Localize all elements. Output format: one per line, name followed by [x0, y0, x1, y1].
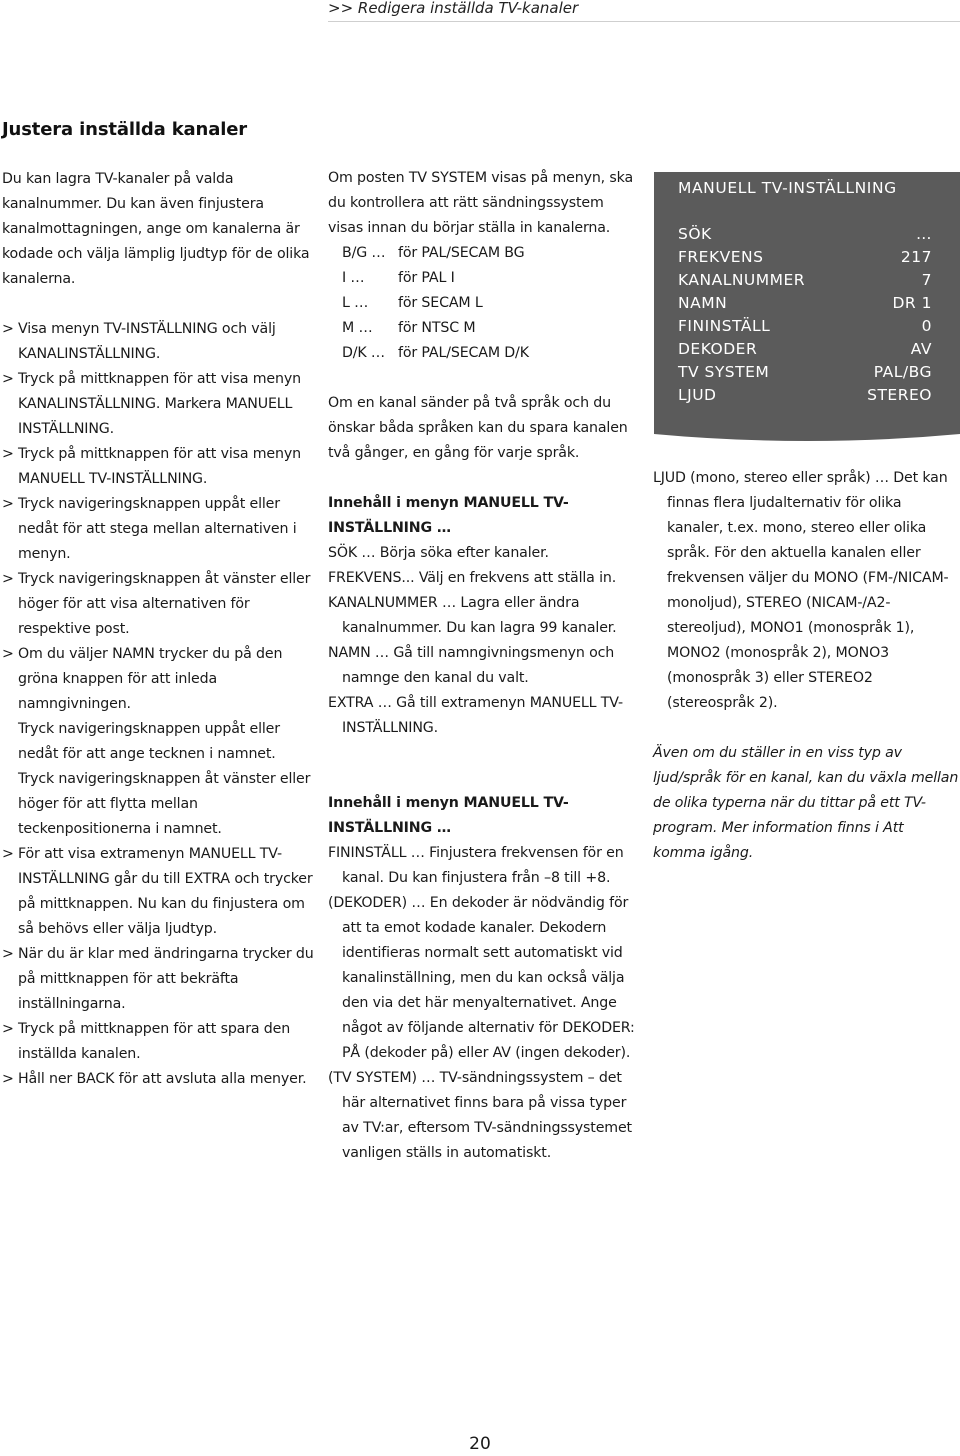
menu-title: MANUELL TV-INSTÄLLNING: [678, 179, 897, 197]
menu-item: SÖK …: [678, 225, 932, 243]
sound-paragraph: LJUD (mono, stereo eller språk) … Det kan finnas flera ljudalternativ för olika kanaler, t.ex. mono, stereo eller olika språk. För den aktuella kanalen eller frekvensen väljer du MONO (FM-/NICAM-monoljud), STEREO (NICAM-/A2-stereoljud), MONO1 (monospråk 1), MONO2 (monospråk 2), MONO3 (monospråk 3) eller STEREO2 (stereospråk 2).: [653, 470, 949, 711]
list-item: > För att visa extramenyn MANUELL TV-INSTÄLLNING går du till EXTRA och trycker på mittknappen. Nu kan du finjustera om så behövs eller välja ljudtyp.: [2, 842, 314, 942]
menu-item: TV SYSTEM PAL/BG: [678, 363, 932, 381]
list-item: > Tryck på mittknappen för att visa menyn MANUELL TV-INSTÄLLNING.: [2, 442, 314, 492]
tv-system-list: [328, 241, 642, 366]
list-item: EXTRA … Gå till extramenyn MANUELL TV-INSTÄLLNING.: [328, 695, 623, 736]
menu-item: NAMN DR 1: [678, 294, 932, 312]
list-item: > Tryck på mittknappen för att spara den inställda kanalen.: [2, 1017, 314, 1067]
arrow-marker: >: [2, 496, 14, 512]
intro-paragraph: Du kan lagra TV-kanaler på valda kanalnummer. Du kan även finjustera kanalmottagningen, ange om kanalerna är kodade och välja lämplig ljudtyp för de olika kanalerna.: [2, 171, 310, 287]
page-title: Justera inställda kanaler: [2, 119, 247, 140]
list-item: L … för SECAM L: [342, 295, 483, 311]
column-details: [328, 166, 642, 1166]
column-sound: [653, 466, 960, 866]
languages-paragraph: Om en kanal sänder på två språk och du önskar båda språken kan du spara kanalen två gånger, en gång för varje språk.: [328, 395, 628, 461]
list-item: > Tryck på mittknappen för att visa menyn KANALINSTÄLLNING. Markera MANUELL INSTÄLLNING.: [2, 367, 314, 442]
tv-system-intro: Om posten TV SYSTEM visas på menyn, ska du kontrollera att rätt sändningssystem visas innan du börjar ställa in kanalerna.: [328, 170, 633, 236]
list-item: > Tryck navigeringsknappen åt vänster eller höger för att visa alternativen för respektive post.: [2, 567, 314, 642]
arrow-marker: >: [2, 1021, 14, 1037]
arrow-marker: >: [2, 371, 14, 387]
arrow-marker: >: [2, 1071, 14, 1087]
list-item: KANALNUMMER … Lagra eller ändra kanalnummer. Du kan lagra 99 kanaler.: [328, 595, 617, 636]
list-item: > Visa menyn TV-INSTÄLLNING och välj KANALINSTÄLLNING.: [2, 317, 314, 367]
list-item: FININSTÄLL … Finjustera frekvensen för en kanal. Du kan finjustera från –8 till +8.: [328, 845, 624, 886]
menu-item: FININSTÄLL 0: [678, 317, 932, 335]
list-item: D/K … för PAL/SECAM D/K: [342, 345, 529, 361]
note-paragraph: Även om du ställer in en viss typ av ljud/språk för en kanal, kan du växla mellan de olika typerna när du tittar på ett TV-program. Mer information finns i Att komma igång.: [653, 745, 959, 861]
arrow-marker: >: [2, 846, 14, 862]
section-heading: Innehåll i menyn MANUELL TV-INSTÄLLNING …: [328, 495, 569, 536]
running-header: [328, 0, 960, 22]
list-item: (DEKODER) … En dekoder är nödvändig för att ta emot kodade kanaler. Dekodern identifieras normalt sett automatiskt vid kanalinställning, men du kan också välja den via det här menyalternativet. Ange något av följande alternativ för DEKODER: PÅ (dekoder på) eller AV (ingen dekoder).: [328, 895, 635, 1061]
arrow-marker: >: [2, 946, 14, 962]
list-item: B/G … för PAL/SECAM BG: [342, 245, 525, 261]
list-item: (TV SYSTEM) … TV-sändningssystem – det här alternativet finns bara på vissa typer av TV:ar, eftersom TV-sändningssystemet vanligen ställs in automatiskt.: [328, 1070, 632, 1161]
list-item: M … för NTSC M: [342, 320, 476, 336]
menu-item: FREKVENS 217: [678, 248, 932, 266]
list-item: SÖK … Börja söka efter kanaler.: [328, 545, 549, 561]
menu-item: KANALNUMMER 7: [678, 271, 932, 289]
list-item: I … för PAL I: [342, 270, 455, 286]
list-item: NAMN … Gå till namngivningsmenyn och namnge den kanal du valt.: [328, 645, 615, 686]
arrow-marker: >: [2, 646, 14, 662]
arrow-marker: >: [2, 321, 14, 337]
menu-list: [678, 223, 932, 407]
list-item: Tryck navigeringsknappen åt vänster eller höger för att flytta mellan teckenpositionerna i namnet.: [18, 771, 311, 837]
menu-item: LJUD STEREO: [678, 386, 932, 404]
list-item: Tryck navigeringsknappen uppåt eller nedåt för att ange tecknen i namnet.: [18, 721, 280, 762]
list-item: FREKVENS... Välj en frekvens att ställa in.: [328, 570, 617, 586]
arrow-marker: >: [2, 446, 14, 462]
menu-item: DEKODER AV: [678, 340, 932, 358]
list-item: > Tryck navigeringsknappen uppåt eller nedåt för att stega mellan alternativen i menyn.: [2, 492, 314, 567]
list-item: > Om du väljer NAMN trycker du på den gröna knappen för att inleda namngivningen.: [2, 642, 314, 717]
page-number: 20: [469, 1434, 491, 1454]
list-item: > Håll ner BACK för att avsluta alla menyer.: [2, 1067, 314, 1092]
list-item: > När du är klar med ändringarna trycker du på mittknappen för att bekräfta inställningarna.: [2, 942, 314, 1017]
menu-screen: [654, 172, 960, 440]
step-list: [2, 317, 314, 1092]
section-heading: Innehåll i menyn MANUELL TV-INSTÄLLNING …: [328, 795, 569, 836]
arrow-marker: >: [2, 571, 14, 587]
breadcrumb: >> Redigera inställda TV-kanaler: [328, 0, 579, 17]
column-instructions: [2, 116, 314, 1092]
